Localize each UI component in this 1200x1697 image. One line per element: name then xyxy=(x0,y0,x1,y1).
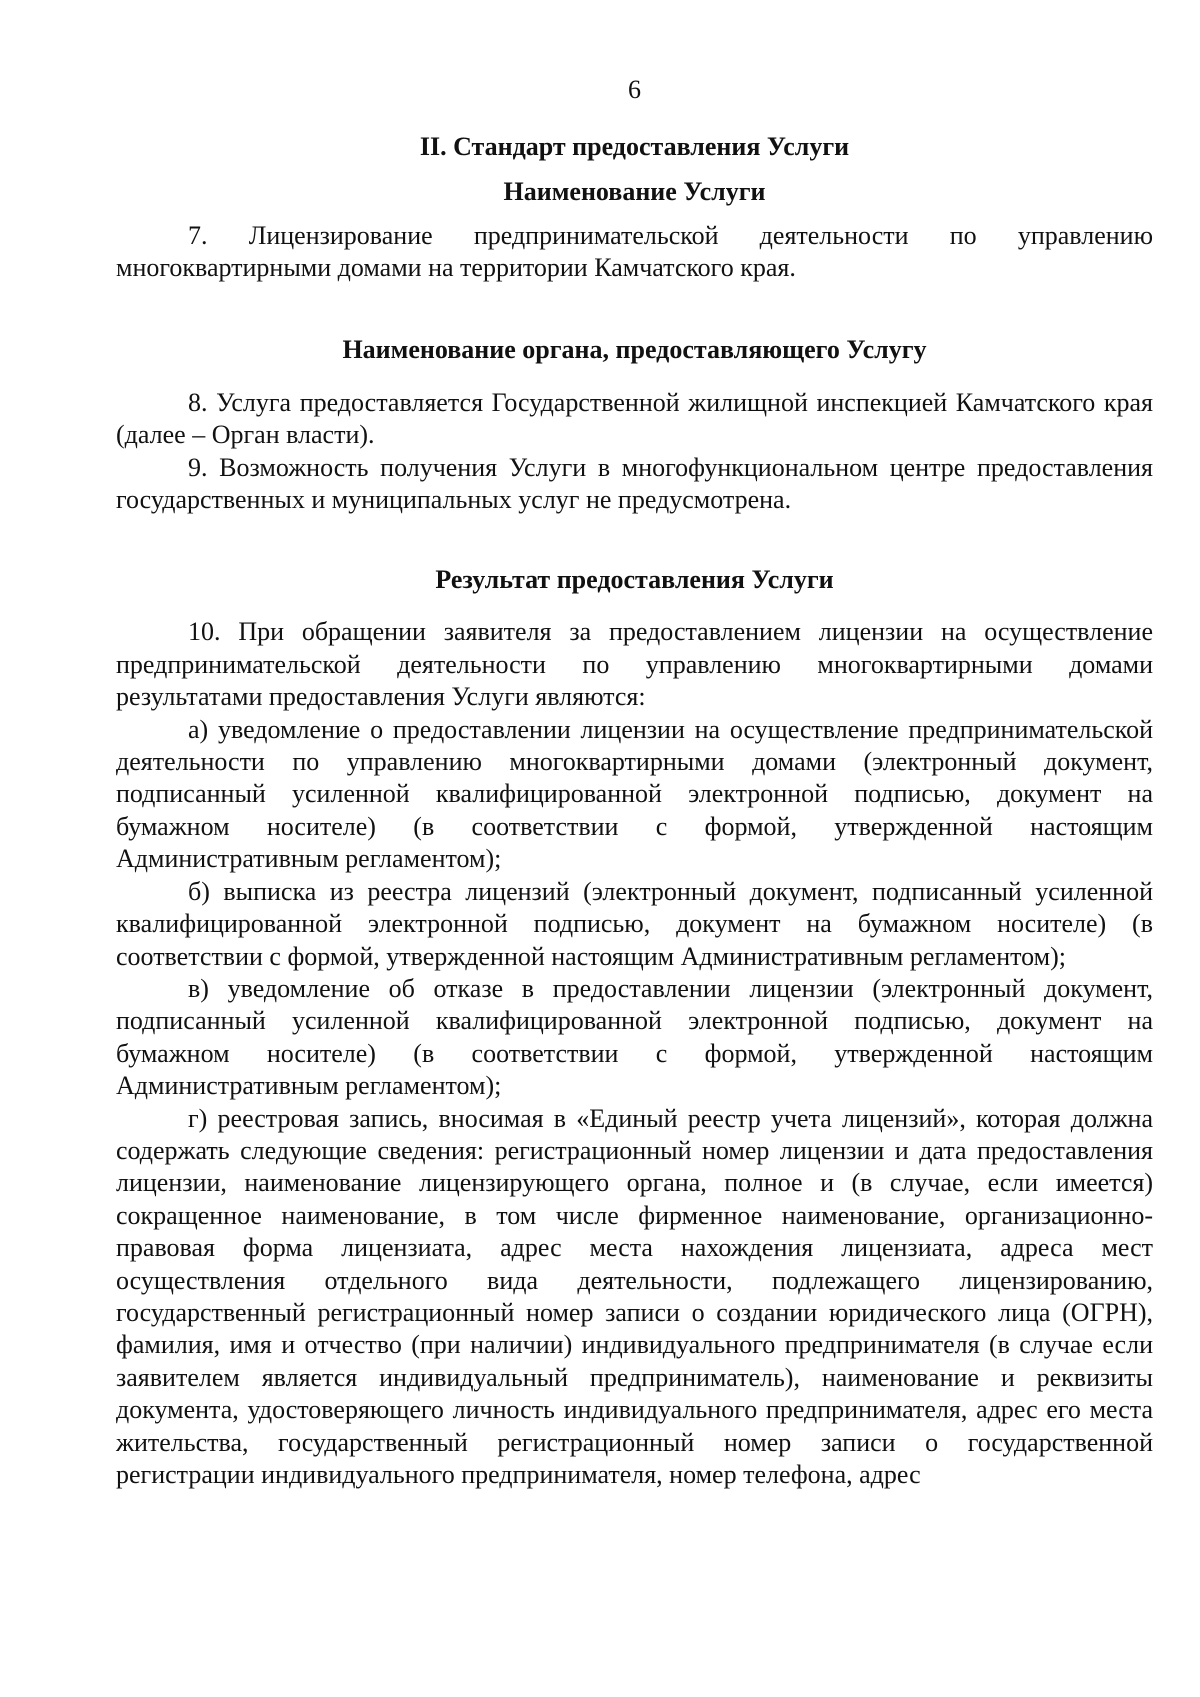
paragraph-7: 7. Лицензирование предпринимательской деятельности по управлению многоквартирными домами на территории Камчатского края. xyxy=(116,221,1153,283)
document-page xyxy=(116,72,1153,1491)
subsection-heading-service-name: Наименование Услуги xyxy=(503,177,766,206)
page-number: 6 xyxy=(628,75,641,104)
paragraph-10: 10. При обращении заявителя за предоставлением лицензии на осуществление предпринимательской деятельности по управлению многоквартирными домами результатами предоставления Услуги являются: xyxy=(116,617,1153,712)
paragraph-9: 9. Возможность получения Услуги в многофункциональном центре предоставления государственных и муниципальных услуг не предусмотрена. xyxy=(116,452,1153,515)
paragraph-10-a: а) уведомление о предоставлении лицензии на осуществление предпринимательской деятельности по управлению многоквартирными домами (электронный документ, подписанный усиленной квалифицированной электронной подписью, документ на бумажном носителе) (в соответствии с формой, утвержденной настоящим Административным регламентом); xyxy=(116,714,1153,874)
paragraph-10-b: б) выписка из реестра лицензий (электронный документ, подписанный усиленной квалифицированной электронной подписью, документ на бумажном носителе) (в соответствии с формой, утвержденной настоящим Административным регламентом); xyxy=(116,876,1153,971)
subsection-heading-result: Результат предоставления Услуги xyxy=(435,565,834,595)
section-title: II. Стандарт предоставления Услуги xyxy=(419,132,850,161)
paragraph-8: 8. Услуга предоставляется Государственной жилищной инспекцией Камчатского края (далее – Орган власти). xyxy=(116,387,1153,450)
paragraph-10-v: в) уведомление об отказе в предоставлении лицензии (электронный документ, подписанный усиленной квалифицированной электронной подписью, документ на бумажном носителе) (в соответствии с формой, утвержденной настоящим Административным регламентом); xyxy=(116,973,1153,1101)
subsection-heading-authority: Наименование органа, предоставляющего Услугу xyxy=(342,334,927,364)
paragraph-10-g: г) реестровая запись, вносимая в «Единый реестр учета лицензий», которая должна содержать следующие сведения: регистрационный номер лицензии и дата предоставления лицензии, наименование лицензирующего органа, полное и (в случае, если имеется) сокращенное наименование, в том числе фирменное наименование, организационно-правовая форма лицензиата, адрес места нахождения лицензиата, адреса мест осуществления отдельного вида деятельности, подлежащего лицензированию, государственный регистрационный номер записи о создании юридического лица (ОГРН), фамилия, имя и отчество (при наличии) индивидуального предпринимателя (в случае если заявителем является индивидуальный предприниматель), наименование и реквизиты документа, удостоверяющего личность индивидуального предпринимателя, адрес его места жительства, государственный регистрационный номер записи о государственной регистрации индивидуального предпринимателя, номер телефона, адрес xyxy=(116,1103,1153,1489)
